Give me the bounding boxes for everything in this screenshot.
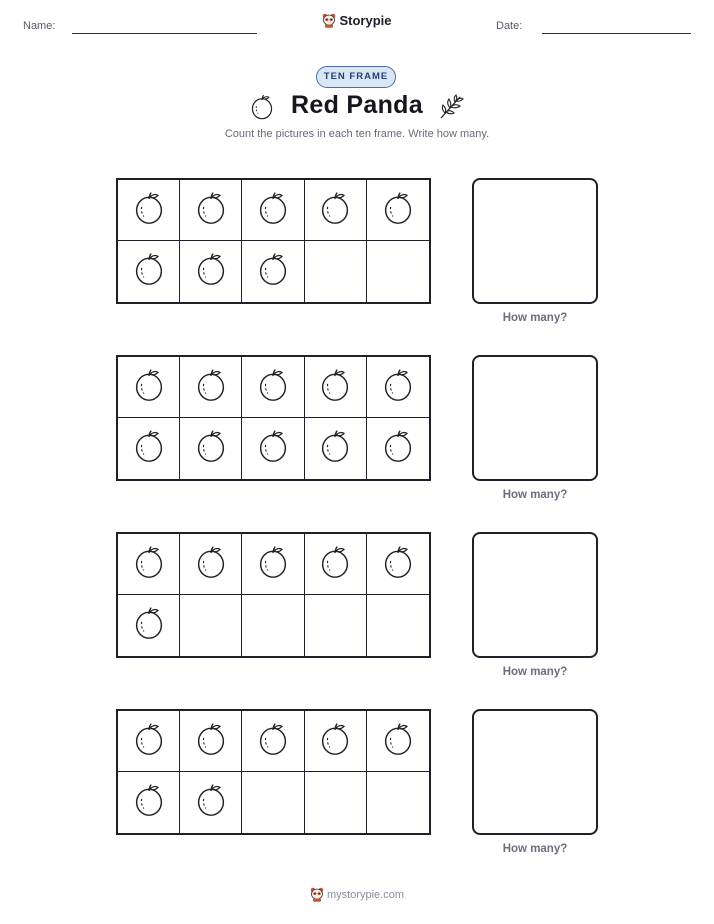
apple-icon (318, 721, 352, 762)
ten-frame-cell (305, 180, 367, 241)
ten-frame-cell (180, 595, 242, 656)
apple-icon (381, 367, 415, 408)
how-many-label: How many? (502, 312, 568, 324)
ten-frame-cell (118, 418, 180, 479)
apple-icon (381, 544, 415, 585)
answer-box[interactable] (472, 709, 598, 835)
how-many-label: How many? (502, 489, 568, 501)
footer (0, 887, 714, 905)
apple-icon (256, 544, 290, 585)
ten-frame-cell (367, 534, 429, 595)
ten-frame-cell (180, 711, 242, 772)
ten-frame-cell (180, 534, 242, 595)
apple-icon (318, 367, 352, 408)
how-many-label: How many? (502, 666, 568, 678)
ten-frame-cell (367, 241, 429, 302)
instructions: Count the pictures in each ten frame. Write how many. (224, 128, 490, 140)
footer-url: mystorypie.com (326, 889, 405, 901)
ten-frame-cell (242, 595, 304, 656)
apple-icon (381, 190, 415, 231)
ten-frame-cell (242, 534, 304, 595)
ten-frame-cell (242, 418, 304, 479)
apple-icon (132, 367, 166, 408)
ten-frame-cell (305, 711, 367, 772)
apple-icon (256, 367, 290, 408)
ten-frame-cell (305, 595, 367, 656)
ten-frame-cell (242, 711, 304, 772)
page-title: Red Panda (291, 91, 423, 119)
apple-icon (194, 251, 228, 292)
ten-frame-cell (180, 357, 242, 418)
ten-frame-cell (118, 711, 180, 772)
brand-name: Storypie (339, 13, 392, 28)
date-label: Date: (496, 20, 523, 32)
apple-icon (194, 544, 228, 585)
panda-mascot-icon (322, 13, 336, 31)
apple-icon (256, 721, 290, 762)
brand-logo (0, 13, 714, 31)
apple-icon (318, 544, 352, 585)
ten-frame-cell (180, 180, 242, 241)
ten-frame-cell (367, 711, 429, 772)
apple-icon (381, 428, 415, 469)
apple-icon (132, 190, 166, 231)
answer-box[interactable] (472, 532, 598, 658)
ten-frame-cell (367, 772, 429, 833)
answer-box[interactable] (472, 178, 598, 304)
apple-icon (256, 428, 290, 469)
apple-icon (132, 251, 166, 292)
ten-frame-cell (242, 180, 304, 241)
apple-icon (132, 605, 166, 646)
ten-frame-cell (118, 595, 180, 656)
name-line[interactable] (72, 33, 257, 34)
panda-mascot-icon (310, 887, 324, 905)
apple-icon (132, 544, 166, 585)
apple-icon (381, 721, 415, 762)
ten-frame-cell (305, 357, 367, 418)
apple-icon (132, 721, 166, 762)
name-label: Name: (23, 20, 56, 32)
apple-icon (256, 251, 290, 292)
apple-icon (194, 721, 228, 762)
apple-icon (132, 782, 166, 823)
ten-frame-cell (367, 595, 429, 656)
ten-frame-cell (118, 772, 180, 833)
ten-frame-cell (305, 241, 367, 302)
apple-icon (256, 190, 290, 231)
apple-icon (318, 190, 352, 231)
ten-frame (116, 709, 431, 835)
ten-frame-cell (180, 241, 242, 302)
answer-box[interactable] (472, 355, 598, 481)
apple-icon (194, 428, 228, 469)
ten-frame-cell (367, 180, 429, 241)
apple-icon (318, 428, 352, 469)
apple-icon (194, 190, 228, 231)
how-many-label: How many? (502, 843, 568, 855)
ten-frame-cell (242, 772, 304, 833)
ten-frame-cell (305, 418, 367, 479)
ten-frame-cell (305, 534, 367, 595)
ten-frame-cell (180, 772, 242, 833)
ten-frame-cell (242, 241, 304, 302)
ten-frame-cell (118, 241, 180, 302)
date-line[interactable] (542, 33, 691, 34)
ten-frame-cell (180, 418, 242, 479)
ten-frame (116, 355, 431, 481)
ten-frame-cell (305, 772, 367, 833)
apple-icon (132, 428, 166, 469)
leaf-branch-icon (436, 91, 466, 126)
apple-icon (194, 782, 228, 823)
ten-frame (116, 532, 431, 658)
ten-frame-cell (118, 357, 180, 418)
ten-frame (116, 178, 431, 304)
ten-frame-cell (118, 180, 180, 241)
category-badge: TEN FRAME (316, 66, 396, 88)
ten-frame-cell (367, 357, 429, 418)
ten-frame-cell (118, 534, 180, 595)
apple-icon (194, 367, 228, 408)
ten-frame-cell (367, 418, 429, 479)
ten-frame-cell (242, 357, 304, 418)
